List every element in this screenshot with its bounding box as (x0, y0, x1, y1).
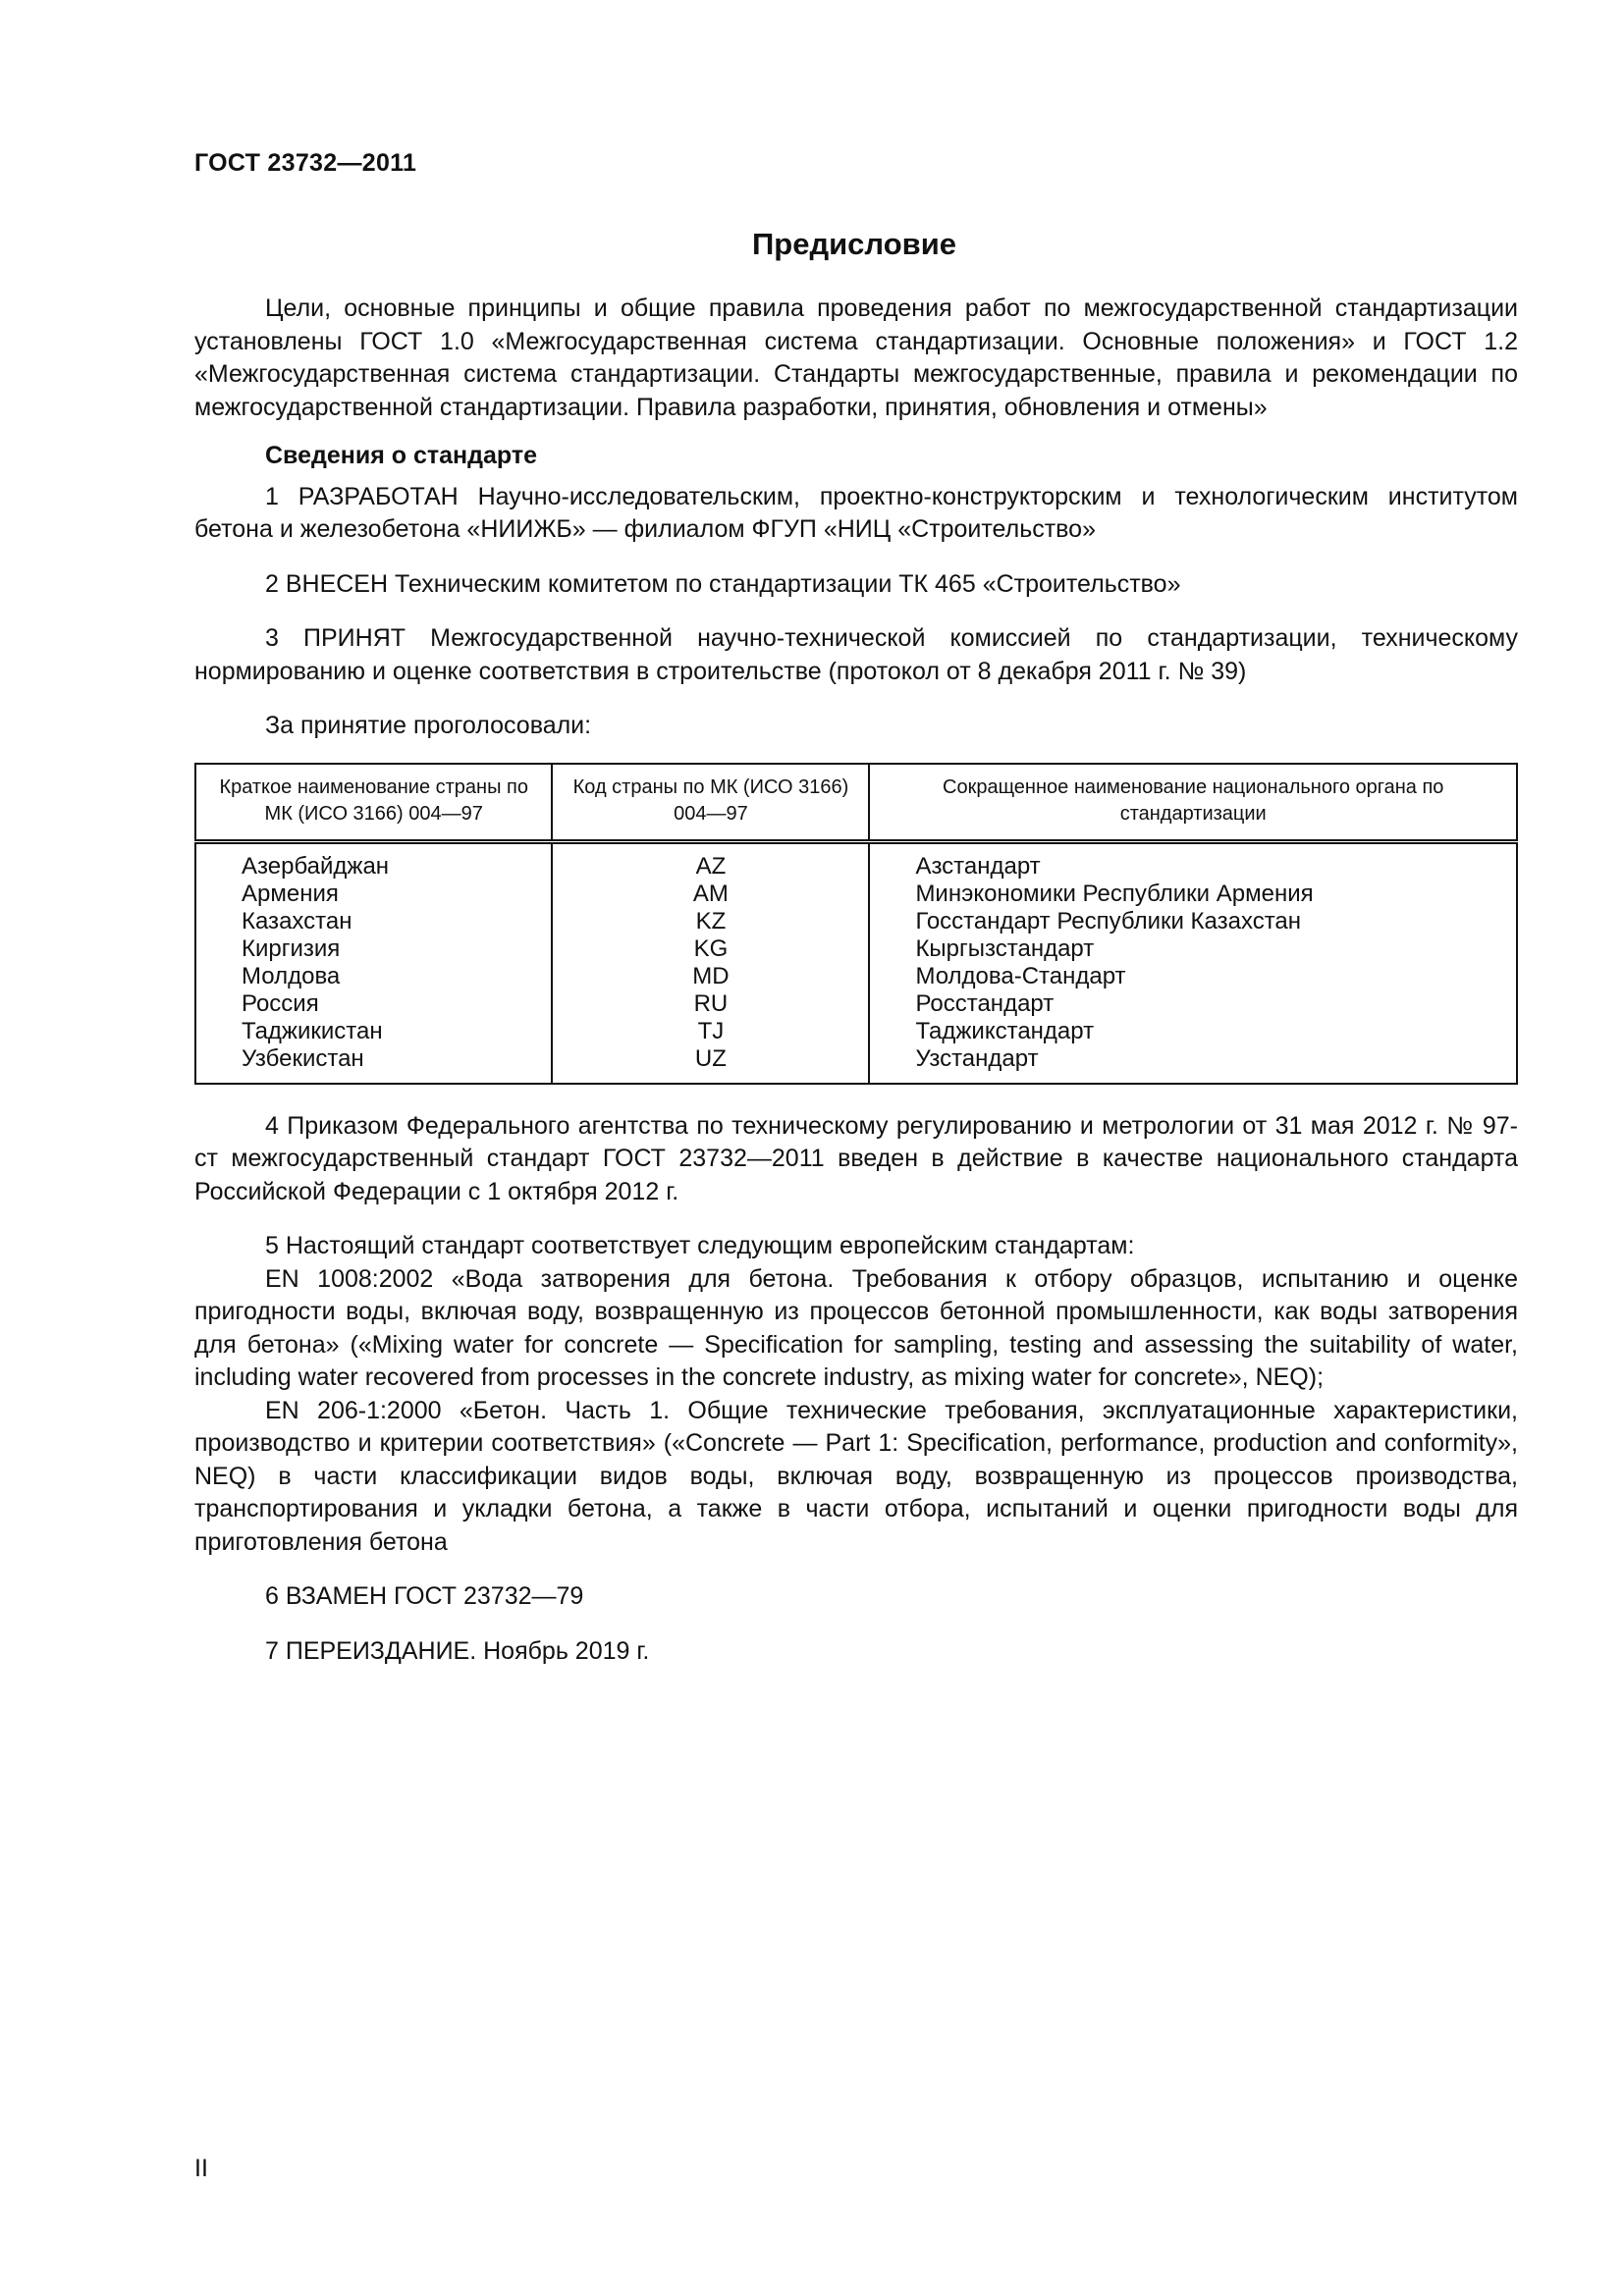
col-header-body: Сокращенное наименование национального органа по стандартизации (869, 764, 1517, 842)
country-cell: Казахстан (242, 907, 352, 934)
item-5-standard-2: EN 206-1:2000 «Бетон. Часть 1. Общие технические требования, эксплуатационные характеристики, производство и критерии соответствия» («Concrete — Part 1: Specification, performance, production and conformity», NEQ) в части классификации видов воды, включая воду, возвращенную из процессов производства, транспортирования и укладки бетона, а также в части отбора, испытаний и оценки пригодности воды для приготовления бетона (194, 1396, 1518, 1556)
intro-paragraph: Цели, основные принципы и общие правила проведения работ по межгосударственной стандартизации установлены ГОСТ 1.0 «Межгосударственная система стандартизации. Основные положения» и ГОСТ 1.2 «Межгосударственная система стандартизации. Стандарты межгосударственные, правила и рекомендации по межгосударственной стандартизации. Правила разработки, принятия, обновления и отмены» (194, 294, 1518, 421)
country-cell: Таджикистан (242, 1017, 383, 1044)
section-heading: Сведения о стандарте (265, 442, 538, 469)
body-cell: Таджикстандарт (915, 1017, 1095, 1044)
body-cell: Кыргызстандарт (915, 934, 1095, 962)
col-header-code: Код страны по МК (ИСО 3166) 004—97 (552, 764, 869, 842)
voting-table (194, 763, 1518, 1085)
code-cell: MD (692, 962, 730, 989)
table-header-row (195, 764, 1517, 842)
body-cell: Госстандарт Республики Казахстан (915, 907, 1302, 934)
table-row (195, 841, 1517, 1084)
body-cell: Молдова-Стандарт (915, 962, 1126, 989)
item-5: 5 Настоящий стандарт соответствует следующим европейским стандартам: (265, 1232, 1135, 1259)
item-4: 4 Приказом Федерального агентства по техническому регулированию и метрологии от 31 мая 2012 г. № 97-ст межгосударственный стандарт ГОСТ 23732—2011 введен в действие в качестве национального стандарта Российской Федерации с 1 октября 2012 г. (194, 1111, 1518, 1205)
body-cell: Росстандарт (915, 989, 1055, 1017)
country-cell: Молдова (242, 962, 341, 989)
country-column (195, 841, 552, 1084)
code-cell: UZ (694, 1044, 727, 1072)
page-title: Предисловие (751, 227, 956, 261)
body-cell: Узстандарт (915, 1044, 1039, 1072)
item-3: 3 ПРИНЯТ Межгосударственной научно-технической комиссией по стандартизации, техническому нормированию и оценке соответствия в строительстве (протокол от 8 декабря 2011 г. № 39) (194, 624, 1518, 685)
code-cell: KG (693, 934, 729, 962)
item-7: 7 ПЕРЕИЗДАНИЕ. Ноябрь 2019 г. (265, 1636, 650, 1665)
country-cell: Азербайджан (242, 852, 390, 880)
code-cell: TJ (697, 1017, 725, 1044)
item-5-standard-1: EN 1008:2002 «Вода затворения для бетона. Требования к отбору образцов, испытанию и оценке пригодности воды, включая воду, возвращенную из процессов бетонной промышленности, как воды затворения для бетона» («Mixing water for concrete — Specification for sampling, testing and assessing the suitability of water, including water recovered from processes in the concrete industry, as mixing water for concrete», NEQ); (194, 1264, 1518, 1391)
document-code: ГОСТ 23732—2011 (194, 149, 417, 177)
country-cell: Узбекистан (242, 1044, 364, 1072)
item-1: 1 РАЗРАБОТАН Научно-исследовательским, проектно-конструкторским и технологическим институтом бетона и железобетона «НИИЖБ» — филиалом ФГУП «НИЦ «Строительство» (194, 482, 1518, 543)
document-body (194, 293, 1518, 1668)
item-2: 2 ВНЕСЕН Техническим комитетом по стандартизации ТК 465 «Строительство» (265, 569, 1181, 598)
body-cell: Минэкономики Республики Армения (915, 880, 1314, 907)
code-cell: KZ (695, 907, 727, 934)
code-cell: AM (692, 880, 729, 907)
country-cell: Россия (242, 989, 319, 1017)
code-cell: AZ (695, 852, 727, 880)
code-column (552, 841, 869, 1084)
country-cell: Армения (242, 880, 339, 907)
body-cell: Азстандарт (915, 852, 1041, 880)
code-cell: RU (693, 989, 729, 1017)
item-6: 6 ВЗАМЕН ГОСТ 23732—79 (265, 1582, 584, 1610)
body-column (869, 841, 1517, 1084)
country-cell: Киргизия (242, 934, 341, 962)
page-number: II (194, 2155, 208, 2182)
vote-caption: За принятие проголосовали: (265, 712, 592, 739)
col-header-country: Краткое наименование страны по МК (ИСО 3166) 004—97 (195, 764, 552, 842)
